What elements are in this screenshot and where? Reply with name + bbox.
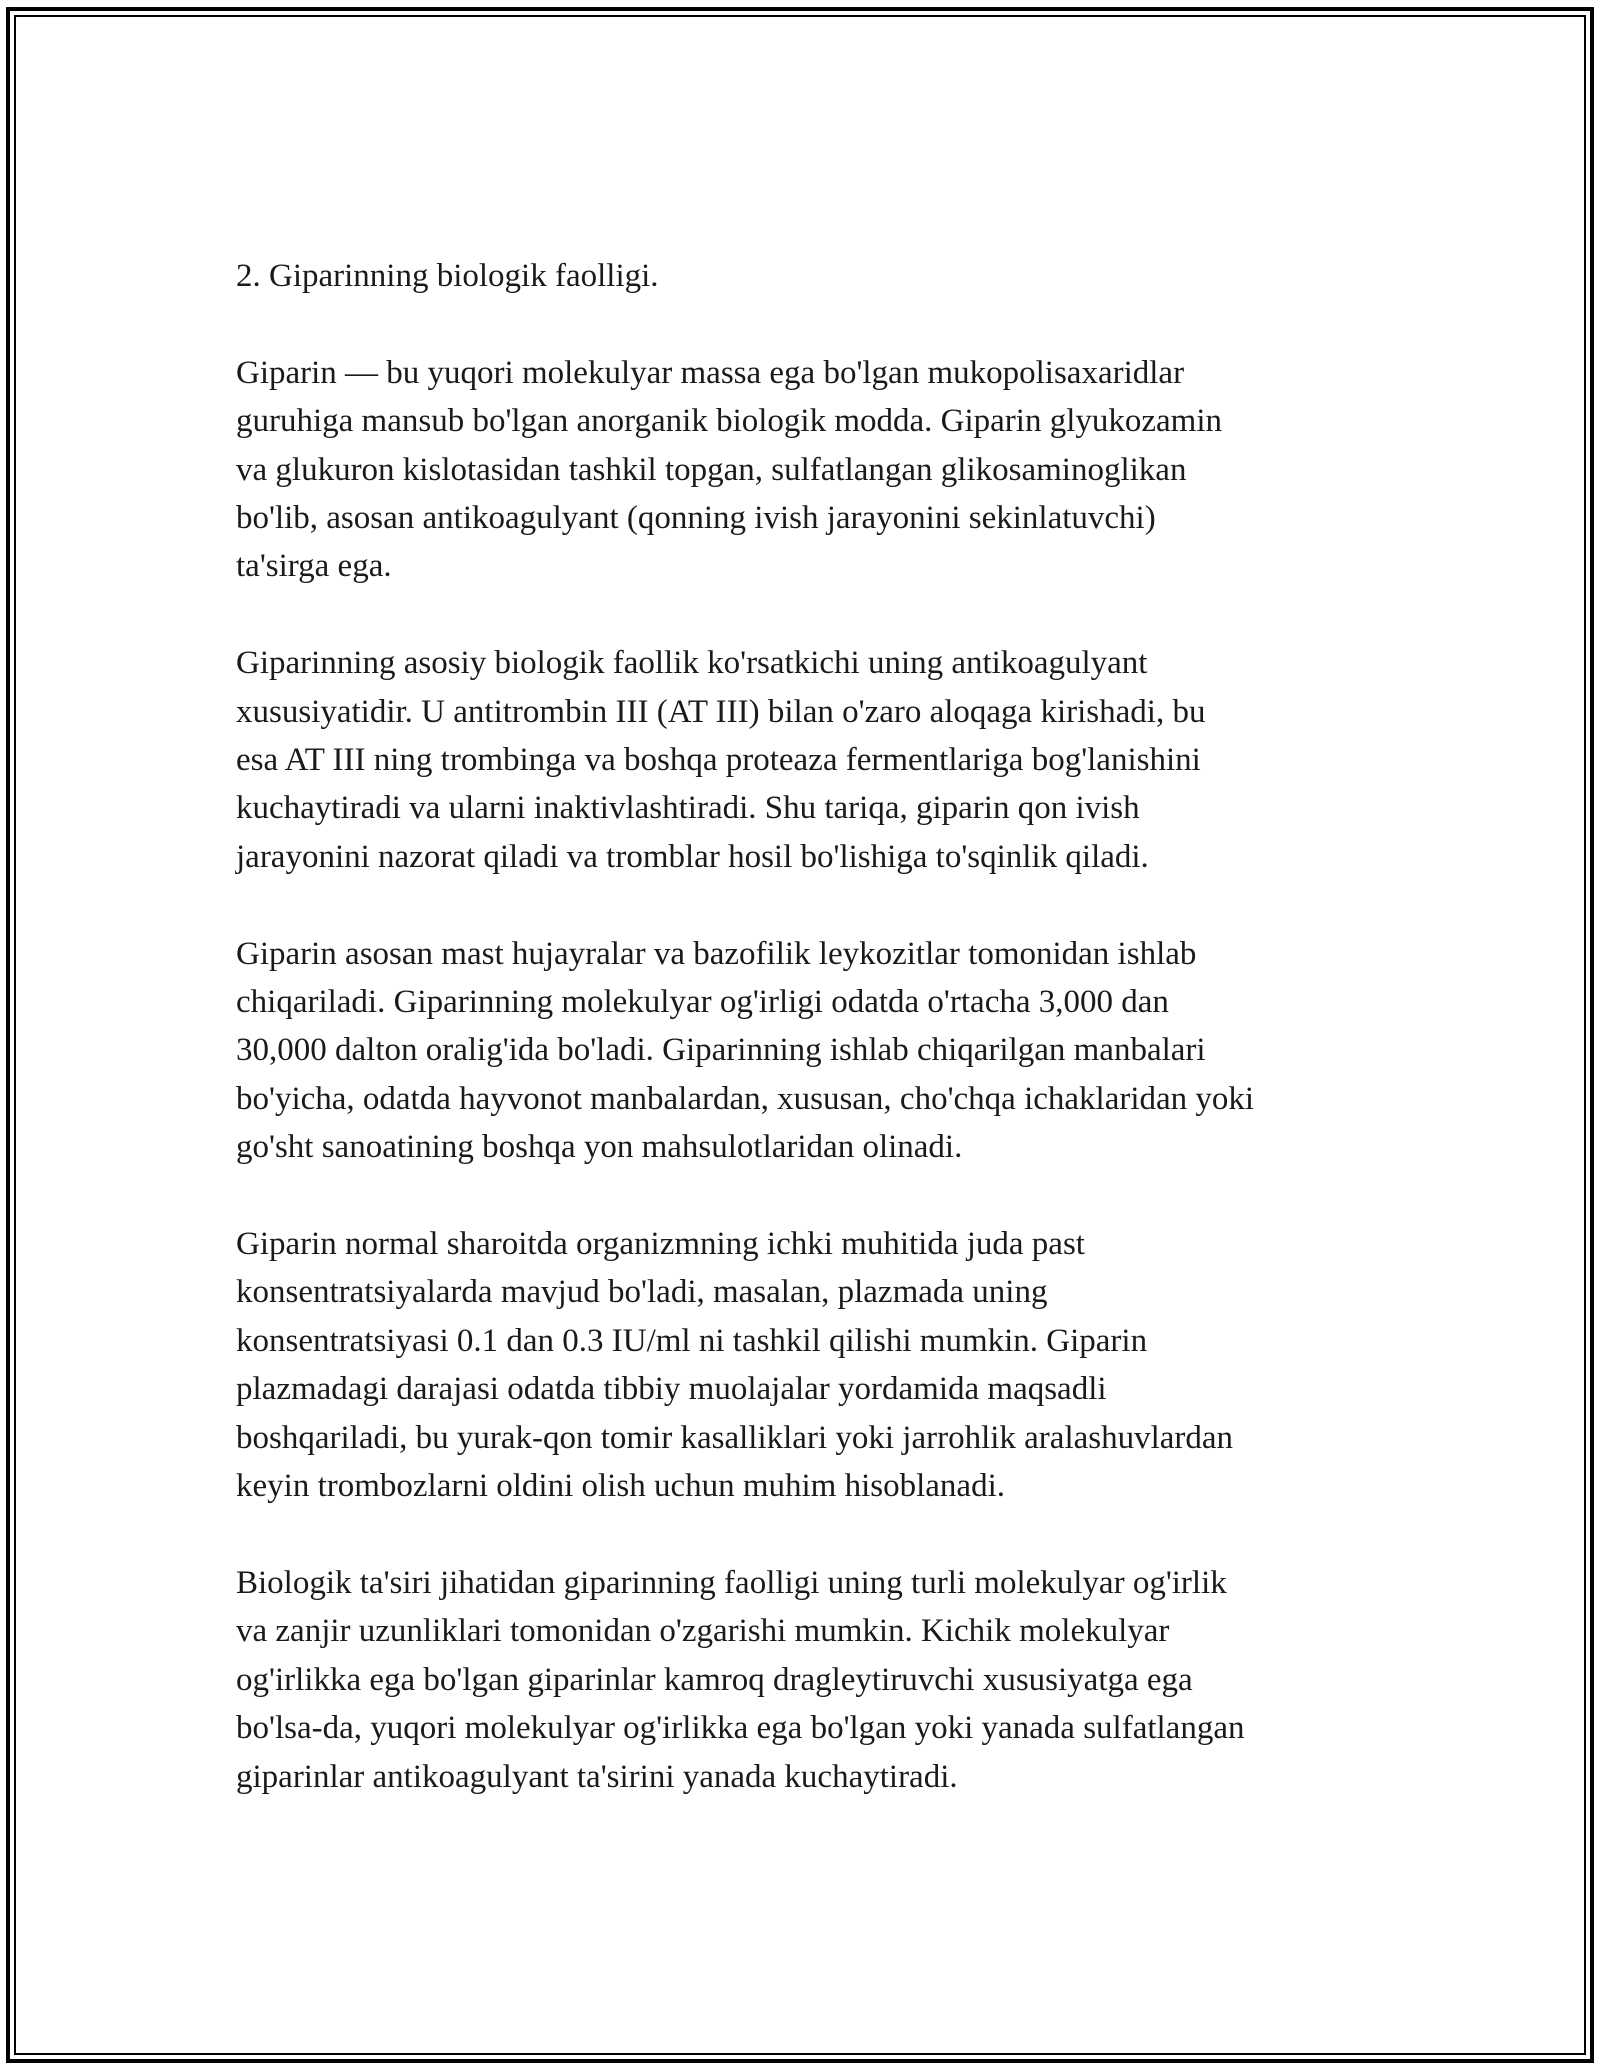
document-body bbox=[236, 252, 1376, 1801]
paragraph-5: Biologik ta'siri jihatidan giparinning faolligi uning turli molekulyar og'irlik va zanjir uzunliklari tomonidan o'zgarishi mumkin. Kichik molekulyar og'irlikka ega bo'lgan giparinlar kamroq dragleytiruvchi xususiyatga ega bo'lsa-da, yuqori molekulyar og'irlikka ega bo'lgan yoki yanada sulfatlangan giparinlar antikoagulyant ta'sirini yanada kuchaytiradi. bbox=[236, 1564, 1245, 1795]
paragraph-1: Giparin — bu yuqori molekulyar massa ega bo'lgan mukopolisaxaridlar guruhiga mansub bo'lgan anorganik biologik modda. Giparin glyukozamin va glukuron kislotasidan tashkil topgan, sulfatlangan glikosaminoglikan bo'lib, asosan antikoagulyant (qonning ivish jarayonini sekinlatuvchi) ta'sirga ega. bbox=[236, 354, 1223, 585]
paragraph-2: Giparinning asosiy biologik faollik ko'rsatkichi uning antikoagulyant xususiyatidir. U antitrombin III (AT III) bilan o'zaro aloqaga kirishadi, bu esa AT III ning trombinga va boshqa proteaza fermentlariga bog'lanishini kuchaytiradi va ularni inaktivlashtiradi. Shu tariqa, giparin qon ivish jarayonini nazorat qiladi va tromblar hosil bo'lishiga to'sqinlik qiladi. bbox=[236, 645, 1206, 875]
paragraph-3: Giparin asosan mast hujayralar va bazofilik leykozitlar tomonidan ishlab chiqariladi. Giparinning molekulyar og'irligi odatda o'rtacha 3,000 dan 30,000 dalton oralig'ida bo'ladi. Giparinning ishlab chiqarilgan manbalari bo'yicha, odatda hayvonot manbalardan, xususan, cho'chqa ichaklaridan yoki go'sht sanoatining boshqa yon mahsulotlaridan olinadi. bbox=[236, 935, 1255, 1166]
paragraph-4: Giparin normal sharoitda organizmning ichki muhitida juda past konsentratsiyalarda mavjud bo'ladi, masalan, plazmada uning konsentratsiyasi 0.1 dan 0.3 IU/ml ni tashkil qilishi mumkin. Giparin plazmadagi darajasi odatda tibbiy muolajalar yordamida maqsadli boshqariladi, bu yurak-qon tomir kasalliklari yoki jarrohlik aralashuvlardan keyin trombozlarni oldini olish uchun muhim hisoblanadi. bbox=[236, 1226, 1234, 1505]
section-heading: 2. Giparinning biologik faolligi. bbox=[236, 258, 659, 294]
